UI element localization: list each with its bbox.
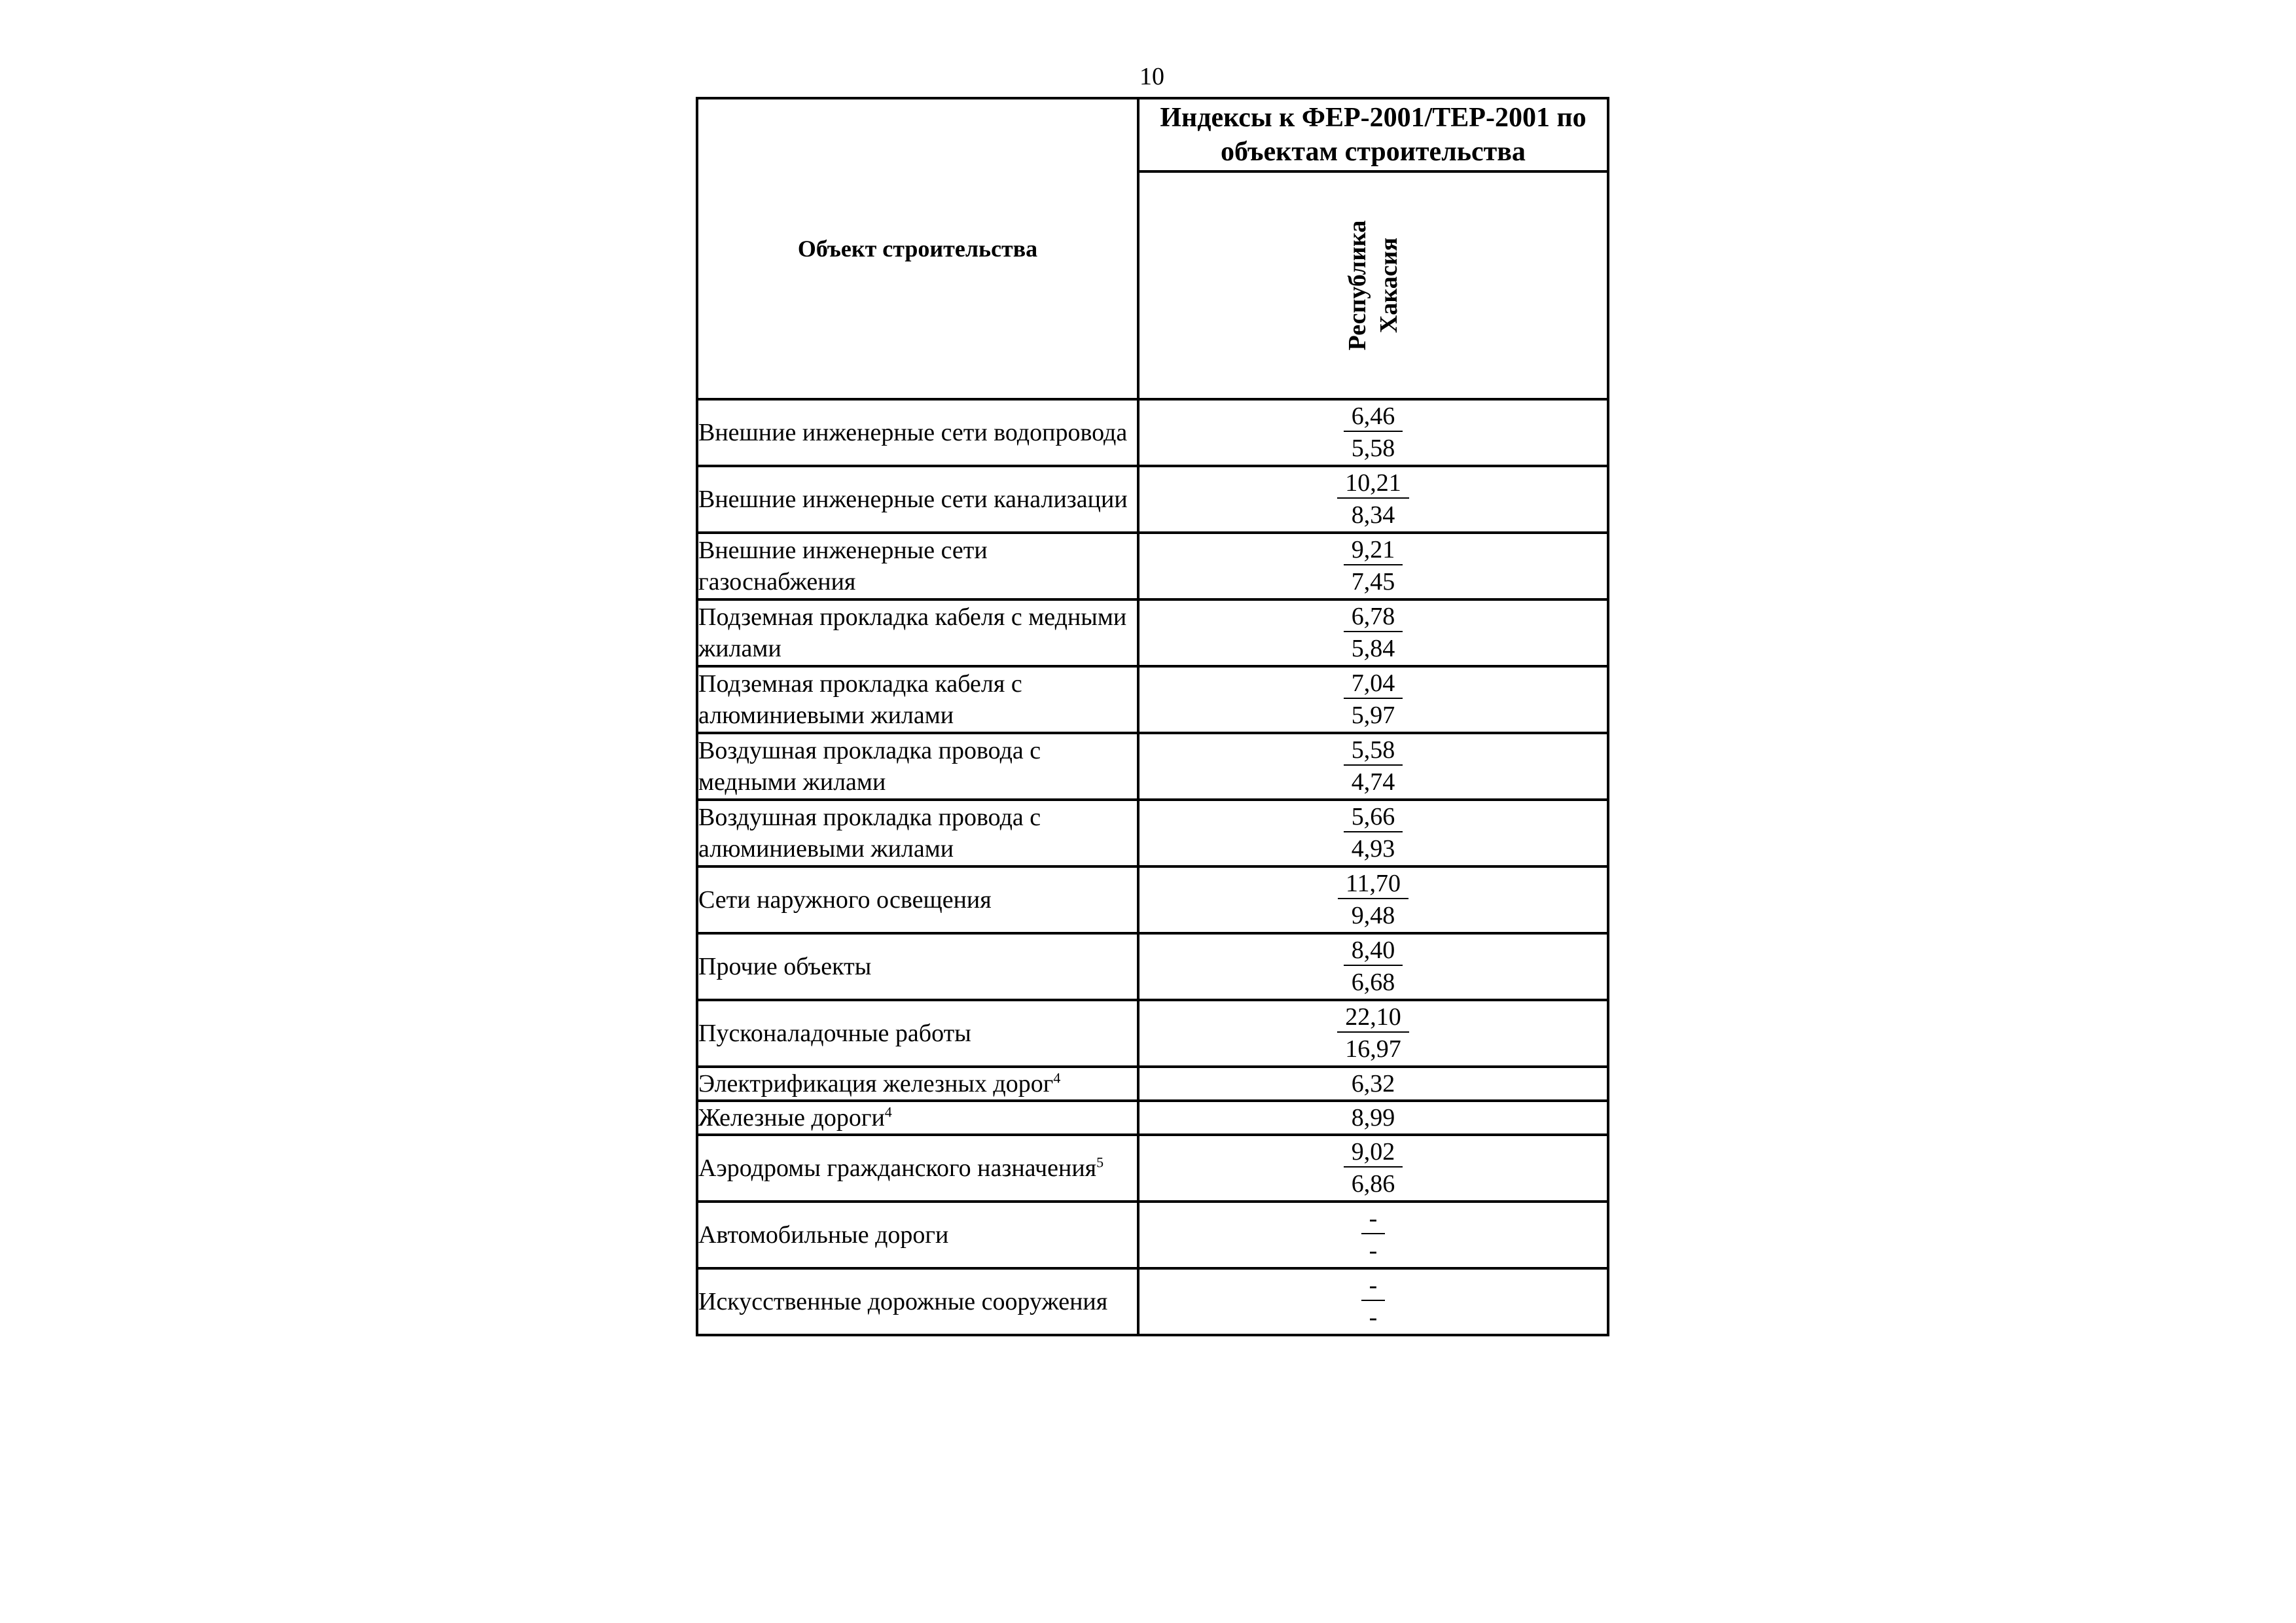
footnote-mark: 4 — [1053, 1069, 1061, 1086]
table-row — [697, 933, 1608, 1000]
object-name: Сети наружного освещения — [698, 886, 992, 914]
object-name: Воздушная прокладка провода с алюминиевыми жилами — [698, 804, 1041, 863]
footnote-mark: 4 — [884, 1103, 892, 1120]
object-name: Аэродромы гражданского назначения — [698, 1154, 1097, 1182]
index-value-bottom: 5,84 — [1351, 635, 1395, 662]
table-body — [697, 399, 1608, 1335]
object-name: Электрификация железных дорог — [698, 1070, 1054, 1097]
object-name-cell — [697, 1067, 1138, 1101]
index-column-header: Индексы к ФЕР-2001/ТЕР-2001 по объектам строительства — [1138, 98, 1608, 171]
object-name-cell — [697, 466, 1138, 533]
table-row — [697, 800, 1608, 866]
index-value-cell — [1138, 933, 1608, 1000]
index-value-bottom: 5,58 — [1351, 435, 1395, 462]
table-row — [697, 1202, 1608, 1268]
table-row — [697, 1067, 1608, 1101]
table-row — [697, 533, 1608, 599]
object-name-cell — [697, 533, 1138, 599]
index-value-cell — [1138, 533, 1608, 599]
index-value-top: 9,02 — [1344, 1137, 1403, 1168]
index-value-cell — [1138, 1135, 1608, 1202]
object-name: Прочие объекты — [698, 953, 872, 980]
index-value-bottom: 6,68 — [1351, 969, 1395, 996]
index-value-cell — [1138, 866, 1608, 933]
object-name-cell — [697, 599, 1138, 666]
index-value-cell — [1138, 1202, 1608, 1268]
index-value: 6,32 — [1351, 1070, 1395, 1097]
footnote-mark: 5 — [1096, 1154, 1104, 1171]
index-value-bottom: 5,97 — [1351, 702, 1395, 729]
index-value-top: 5,66 — [1344, 802, 1403, 832]
object-name-cell — [697, 933, 1138, 1000]
object-name-cell — [697, 1268, 1138, 1335]
table-row — [697, 466, 1608, 533]
table-row — [697, 866, 1608, 933]
index-value-top: 7,04 — [1344, 669, 1403, 699]
index-value-cell — [1138, 599, 1608, 666]
object-name-cell — [697, 800, 1138, 866]
table-row — [697, 1000, 1608, 1067]
index-value-cell — [1138, 666, 1608, 733]
object-column-header: Объект строительства — [697, 98, 1138, 399]
index-value-cell — [1138, 466, 1608, 533]
object-name: Воздушная прокладка провода с медными жилами — [698, 737, 1041, 796]
index-value-cell — [1138, 399, 1608, 466]
object-name-cell — [697, 866, 1138, 933]
index-value: 8,99 — [1351, 1104, 1395, 1132]
index-value-top: - — [1361, 1204, 1386, 1234]
object-name: Искусственные дорожные сооружения — [698, 1288, 1108, 1315]
index-value-bottom: 8,34 — [1351, 501, 1395, 529]
index-value-bottom: 7,45 — [1351, 568, 1395, 596]
object-name: Пусконаладочные работы — [698, 1020, 971, 1047]
table-row — [697, 1135, 1608, 1202]
object-name: Внешние инженерные сети газоснабжения — [698, 537, 988, 596]
index-value-top: 5,58 — [1344, 736, 1403, 766]
index-value-cell — [1138, 1268, 1608, 1335]
object-name-cell — [697, 666, 1138, 733]
table-row — [697, 1101, 1608, 1135]
region-label: Республика Хакасия — [1344, 220, 1403, 351]
index-value-bottom: 4,74 — [1351, 768, 1395, 796]
object-name-cell — [697, 1202, 1138, 1268]
index-table — [696, 97, 1609, 1336]
object-name: Автомобильные дороги — [698, 1221, 949, 1249]
index-value-cell — [1138, 1000, 1608, 1067]
object-name: Подземная прокладка кабеля с алюминиевыми жилами — [698, 670, 1022, 729]
index-value-top: 11,70 — [1338, 869, 1408, 899]
index-value-cell — [1138, 1067, 1608, 1101]
index-value-cell — [1138, 800, 1608, 866]
table-row — [697, 666, 1608, 733]
index-value-bottom: - — [1369, 1237, 1378, 1264]
index-value-top: 6,78 — [1344, 602, 1403, 632]
region-column-header — [1138, 171, 1608, 399]
index-value-cell — [1138, 733, 1608, 800]
index-value-bottom: 16,97 — [1345, 1035, 1401, 1063]
index-value-top: - — [1361, 1271, 1386, 1301]
object-name-cell — [697, 1101, 1138, 1135]
index-value-top: 8,40 — [1344, 936, 1403, 966]
object-name-cell — [697, 733, 1138, 800]
index-value-bottom: - — [1369, 1304, 1378, 1331]
index-value-top: 9,21 — [1344, 535, 1403, 565]
object-name-cell — [697, 399, 1138, 466]
object-name: Внешние инженерные сети водопровода — [698, 419, 1128, 446]
object-name-cell — [697, 1000, 1138, 1067]
index-value-bottom: 6,86 — [1351, 1170, 1395, 1198]
object-name: Внешние инженерные сети канализации — [698, 486, 1128, 513]
table-row — [697, 1268, 1608, 1335]
index-value-bottom: 9,48 — [1351, 902, 1395, 929]
page-number: 10 — [1139, 63, 1164, 90]
object-name-cell — [697, 1135, 1138, 1202]
index-value-cell — [1138, 1101, 1608, 1135]
index-value-bottom: 4,93 — [1351, 835, 1395, 863]
table-row — [697, 599, 1608, 666]
table-row — [697, 733, 1608, 800]
object-name: Железные дороги — [698, 1104, 885, 1132]
object-name: Подземная прокладка кабеля с медными жилами — [698, 603, 1127, 662]
index-value-top: 6,46 — [1344, 402, 1403, 432]
index-value-top: 22,10 — [1337, 1003, 1409, 1033]
index-value-top: 10,21 — [1337, 469, 1409, 499]
table-row — [697, 399, 1608, 466]
